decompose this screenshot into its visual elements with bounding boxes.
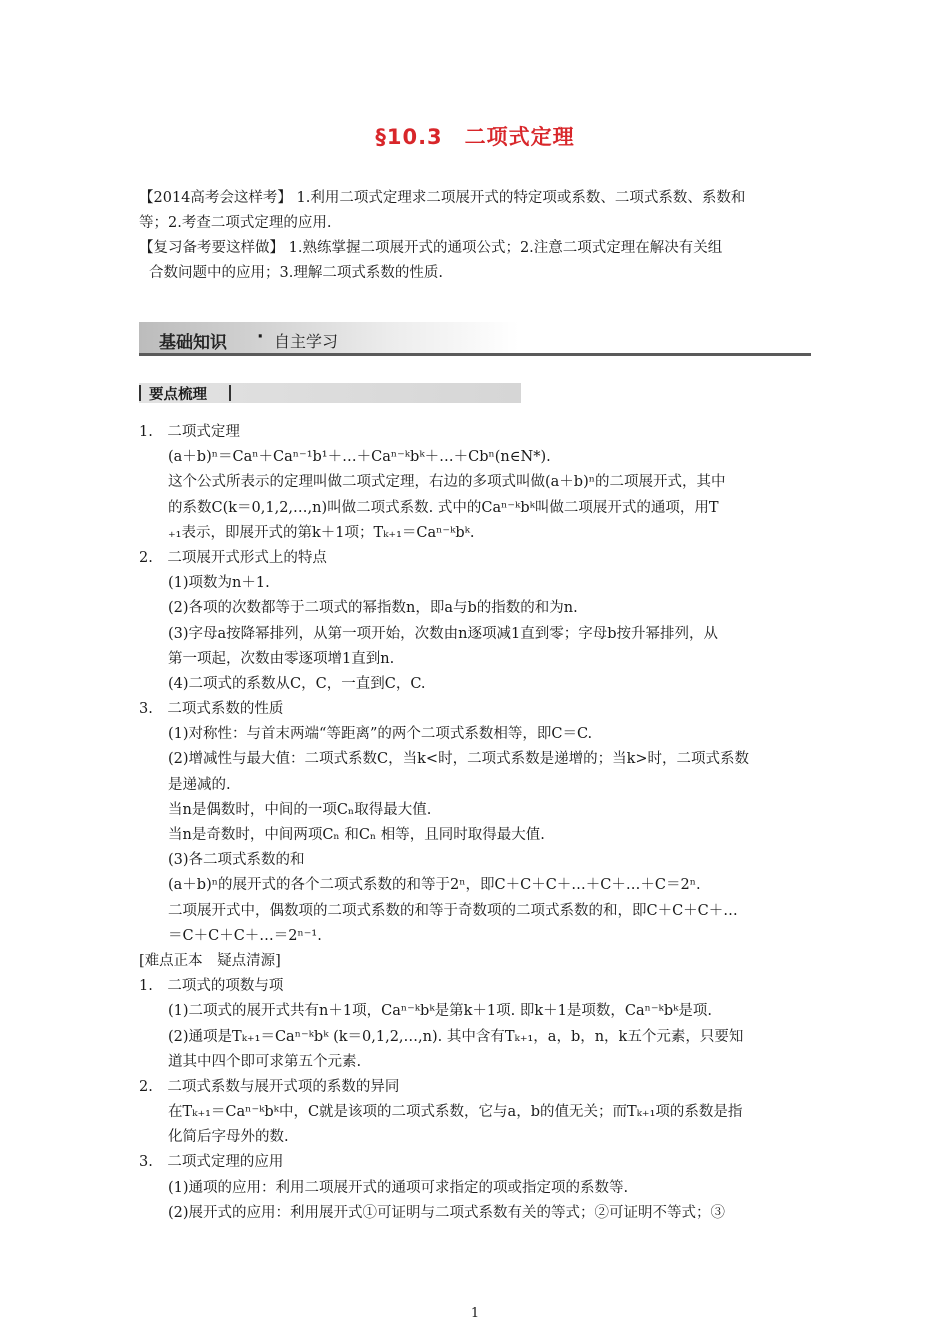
body-content <box>139 420 811 1226</box>
body-line: 道其中四个即可求第五个元素. <box>139 1053 362 1070</box>
subsection-title: 要点梳理 <box>149 387 207 403</box>
body-line: 3. 二项式定理的应用 <box>139 1154 284 1171</box>
section-separator: · <box>257 327 264 347</box>
body-line: (2)通项是Tₖ₊₁＝Caⁿ⁻ᵏbᵏ (k＝0,1,2,…,n). 其中含有Tₖ₊₁，a，b，n，k五个元素，只要知 <box>139 1028 744 1045</box>
body-line: (1)项数为n＋1. <box>139 575 270 592</box>
body-line: 第一项起，次数由零逐项增1直到n. <box>139 650 395 667</box>
body-line: 是递减的. <box>139 776 231 793</box>
body-line: ₊₁表示，即展开式的第k＋1项；Tₖ₊₁＝Caⁿ⁻ᵏbᵏ. <box>139 524 475 541</box>
subsection-right-bar <box>229 385 231 401</box>
body-line: (2)展开式的应用：利用展开式①可证明与二项式系数有关的等式；②可证明不等式；③ <box>139 1204 726 1221</box>
intro-block <box>139 186 811 286</box>
body-line: 2. 二项展开式形式上的特点 <box>139 549 327 566</box>
intro-line-2: 等；2.考查二项式定理的应用. <box>139 215 332 231</box>
intro-line-3: 【复习备考要这样做】 1.熟练掌握二项展开式的通项公式；2.注意二项式定理在解决有关组 <box>139 240 723 256</box>
body-line: (a＋b)ⁿ＝Caⁿ＋Caⁿ⁻¹b¹＋…＋Caⁿ⁻ᵏbᵏ＋…＋Cbⁿ(n∈N*). <box>139 449 551 466</box>
page-title: §10.3 二项式定理 <box>375 125 575 149</box>
section-title: 基础知识 <box>159 333 227 353</box>
section-subtitle: 自主学习 <box>274 332 339 351</box>
body-line: [难点正本 疑点清源] <box>139 952 281 969</box>
body-line: 当n是奇数时，中间两项Cₙ 和Cₙ 相等，且同时取得最大值. <box>139 827 545 843</box>
body-line: 3. 二项式系数的性质 <box>139 701 284 718</box>
body-line: 在Tₖ₊₁＝Caⁿ⁻ᵏbᵏ中，C就是该项的二项式系数，它与a，b的值无关；而Tₖ₊₁项的系数是指 <box>139 1104 743 1121</box>
body-line: 的系数C(k＝0,1,2,…,n)叫做二项式系数. 式中的Caⁿ⁻ᵏbᵏ叫做二项展开式的通项，用T <box>139 499 719 516</box>
body-line: ＝C＋C＋C＋…＝2ⁿ⁻¹. <box>139 927 322 944</box>
body-line: (2)增减性与最大值：二项式系数C，当k<时，二项式系数是递增的；当k>时，二项式系数 <box>139 751 750 768</box>
body-line: 2. 二项式系数与展开式项的系数的异同 <box>139 1078 400 1095</box>
body-line: (3)字母a按降幂排列，从第一项开始，次数由n逐项减1直到零；字母b按升幂排列，从 <box>139 625 719 642</box>
intro-line-1: 【2014高考会这样考】 1.利用二项式定理求二项展开式的特定项或系数、二项式系数、系数和 <box>139 190 746 206</box>
body-line: (1)二项式的展开式共有n＋1项，Caⁿ⁻ᵏbᵏ是第k＋1项. 即k＋1是项数，Caⁿ⁻ᵏbᵏ是项. <box>139 1003 713 1020</box>
subsection-header <box>139 383 521 403</box>
body-line: 1. 二项式的项数与项 <box>139 978 284 995</box>
body-line: (3)各二项式系数的和 <box>139 852 305 869</box>
body-line: (4)二项式的系数从C，C，一直到C，C. <box>139 675 426 692</box>
body-line: (2)各项的次数都等于二项式的幂指数n，即a与b的指数的和为n. <box>139 600 578 617</box>
body-line: 当n是偶数时，中间的一项Cₙ取得最大值. <box>139 801 432 818</box>
body-line: 1. 二项式定理 <box>139 424 240 440</box>
intro-line-4: 合数问题中的应用；3.理解二项式系数的性质. <box>149 265 443 281</box>
body-line: (a＋b)ⁿ的展开式的各个二项式系数的和等于2ⁿ，即C＋C＋C＋…＋C＋…＋C＝2ⁿ. <box>139 877 701 894</box>
body-line: 这个公式所表示的定理叫做二项式定理，右边的多项式叫做(a＋b)ⁿ的二项展开式，其中 <box>139 474 726 491</box>
subsection-left-bar <box>139 385 141 401</box>
body-line: 二项展开式中，偶数项的二项式系数的和等于奇数项的二项式系数的和，即C＋C＋C＋… <box>139 902 738 919</box>
body-line: (1)对称性：与首末两端“等距离”的两个二项式系数相等，即C＝C. <box>139 726 593 743</box>
body-line: (1)通项的应用：利用二项展开式的通项可求指定的项或指定项的系数等. <box>139 1179 629 1196</box>
section-header <box>139 322 811 356</box>
page-number: 1 <box>470 1306 480 1321</box>
body-line: 化简后字母外的数. <box>139 1129 289 1146</box>
